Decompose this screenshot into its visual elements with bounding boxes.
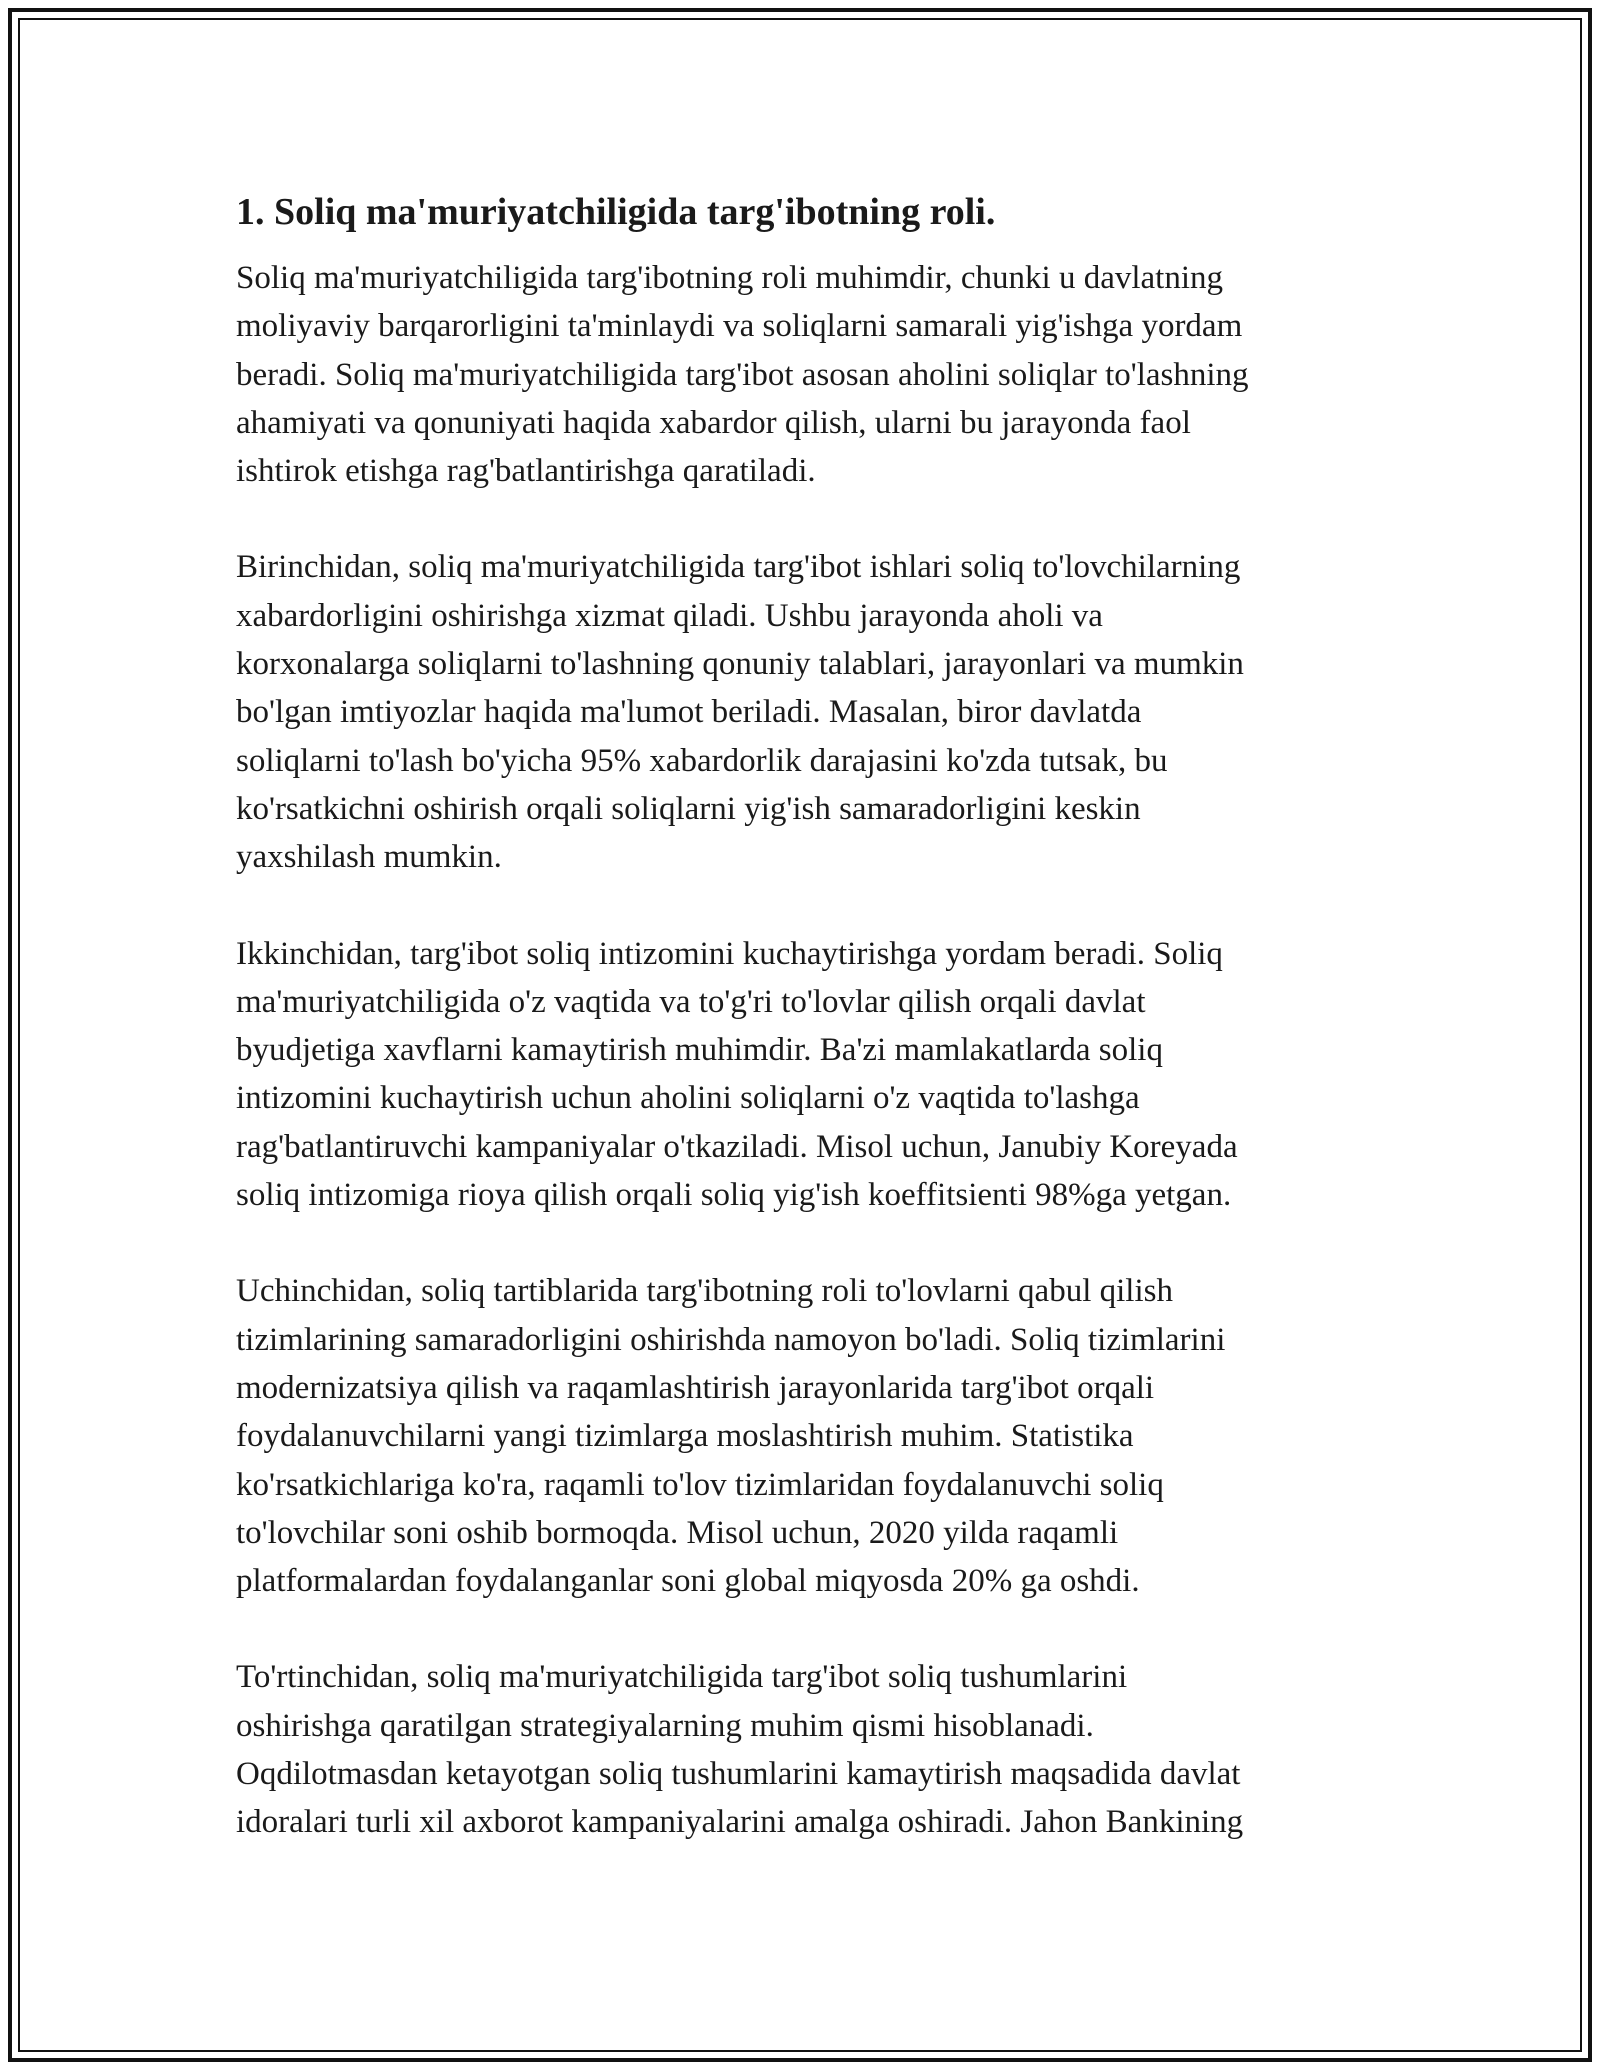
paragraph-line: ahamiyati va qonuniyati haqida xabardor qilish, ularni bu jarayonda faol [236, 404, 1191, 441]
paragraph-list [236, 254, 1396, 1847]
paragraph-line: korxonalarga soliqlarni to'lashning qonuniy talablari, jarayonlari va mumkin [236, 646, 1244, 683]
paragraph-line: soliq intizomiga rioya qilish orqali soliq yig'ish koeffitsienti 98%ga yetgan. [236, 1177, 1232, 1214]
paragraph-line: xabardorligini oshirishga xizmat qiladi. Ushbu jarayonda aholi va [236, 597, 1103, 634]
paragraph-line: Uchinchidan, soliq tartiblarida targ'ibotning roli to'lovlarni qabul qilish [236, 1273, 1173, 1310]
paragraph-line: ko'rsatkichlariga ko'ra, raqamli to'lov tizimlaridan foydalanuvchi soliq [236, 1466, 1164, 1503]
paragraph-line: platformalardan foydalanganlar soni global miqyosda 20% ga oshdi. [236, 1563, 1140, 1600]
paragraph-line: Oqdilotmasdan ketayotgan soliq tushumlarini kamaytirish maqsadida davlat [236, 1756, 1241, 1793]
paragraph-line: ma'muriyatchiligida o'z vaqtida va to'g'ri to'lovlar qilish orqali davlat [236, 983, 1146, 1020]
paragraph-line: soliqlarni to'lash bo'yicha 95% xabardorlik darajasini ko'zda tutsak, bu [236, 742, 1168, 779]
paragraph-line: moliyaviy barqarorligini ta'minlaydi va soliqlarni samarali yig'ishga yordam [236, 308, 1243, 345]
paragraph-5 [236, 1653, 1396, 1846]
paragraph-line: foydalanuvchilarni yangi tizimlarga moslashtirish muhim. Statistika [236, 1418, 1134, 1455]
paragraph-line: rag'batlantiruvchi kampaniyalar o'tkaziladi. Misol uchun, Janubiy Koreyada [236, 1128, 1238, 1165]
paragraph-line: Birinchidan, soliq ma'muriyatchiligida targ'ibot ishlari soliq to'lovchilarning [236, 549, 1241, 586]
paragraph-line: Ikkinchidan, targ'ibot soliq intizomini kuchaytirishga yordam beradi. Soliq [236, 935, 1223, 972]
paragraph-line: modernizatsiya qilish va raqamlashtirish jarayonlarida targ'ibot orqali [236, 1369, 1155, 1406]
paragraph-line: beradi. Soliq ma'muriyatchiligida targ'ibot asosan aholini soliqlar to'lashning [236, 356, 1249, 393]
paragraph-line: tizimlarining samaradorligini oshirishda namoyon bo'ladi. Soliq tizimlarini [236, 1321, 1226, 1358]
paragraph-4 [236, 1267, 1396, 1605]
paragraph-line: to'lovchilar soni oshib bormoqda. Misol uchun, 2020 yilda raqamli [236, 1514, 1119, 1551]
paragraph-line: Soliq ma'muriyatchiligida targ'ibotning roli muhimdir, chunki u davlatning [236, 260, 1224, 296]
paragraph-2 [236, 543, 1396, 881]
document-body [236, 186, 1396, 1895]
paragraph-3 [236, 930, 1396, 1220]
paragraph-line: byudjetiga xavflarni kamaytirish muhimdir. Ba'zi mamlakatlarda soliq [236, 1032, 1163, 1069]
paragraph-line: To'rtinchidan, soliq ma'muriyatchiligida targ'ibot soliq tushumlarini [236, 1659, 1128, 1696]
paragraph-line: bo'lgan imtiyozlar haqida ma'lumot beriladi. Masalan, biror davlatda [236, 694, 1142, 731]
paragraph-line: ishtirok etishga rag'batlantirishga qaratiladi. [236, 453, 816, 490]
paragraph-line: yaxshilash mumkin. [236, 839, 502, 876]
paragraph-line: idoralari turli xil axborot kampaniyalarini amalga oshiradi. Jahon Bankining [236, 1804, 1244, 1841]
paragraph-1 [236, 254, 1396, 495]
paragraph-line: ko'rsatkichni oshirish orqali soliqlarni yig'ish samaradorligini keskin [236, 790, 1141, 827]
paragraph-line: intizomini kuchaytirish uchun aholini soliqlarni o'z vaqtida to'lashga [236, 1080, 1140, 1117]
section-heading: 1. Soliq ma'muriyatchiligida targ'ibotning roli. [236, 191, 996, 233]
paragraph-line: oshirishga qaratilgan strategiyalarning muhim qismi hisoblanadi. [236, 1707, 1094, 1744]
